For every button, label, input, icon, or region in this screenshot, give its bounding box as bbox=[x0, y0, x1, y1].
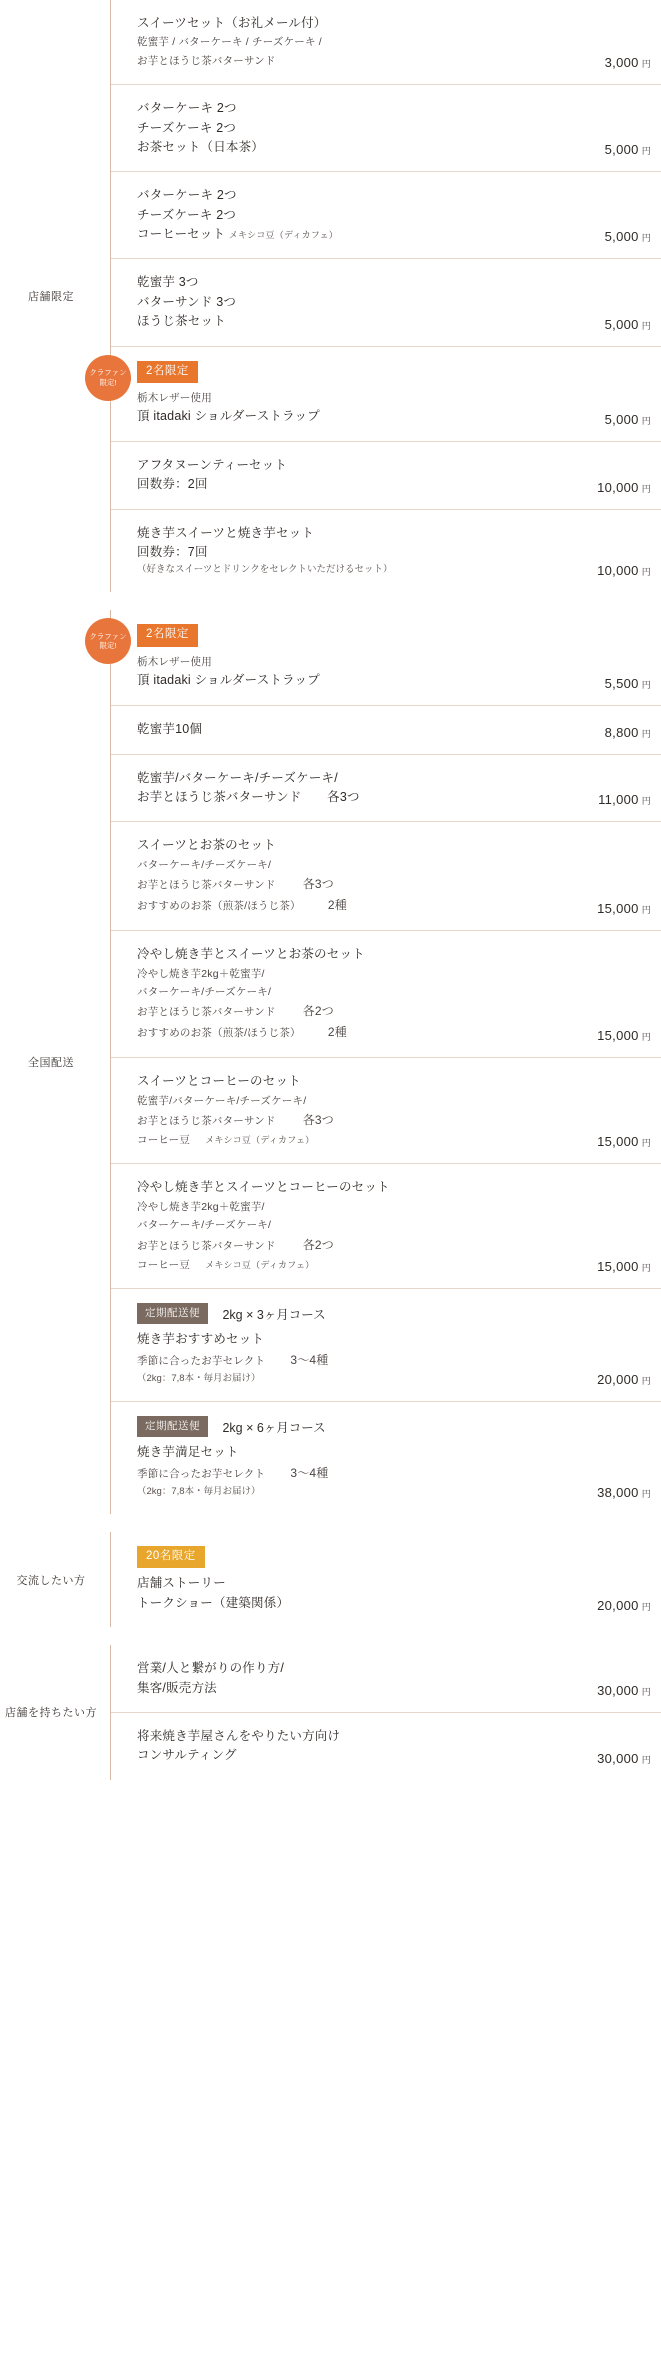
limit-badge: 2名限定 bbox=[137, 624, 198, 647]
reward-tea-qty: 2種 bbox=[327, 1025, 347, 1040]
reward-qty-line: 季節に合ったお芋セレクト 3〜4種 bbox=[137, 1352, 329, 1367]
reward-detail-line: 乾蜜芋 3つ bbox=[137, 275, 199, 290]
subscription-course: 2kg × 6ヶ月コース bbox=[222, 1420, 326, 1435]
reward-detail-line: バターケーキ/チーズケーキ/ bbox=[137, 1219, 272, 1232]
reward-detail-line: トークショー（建築関係） bbox=[137, 1595, 290, 1610]
reward-item[interactable] bbox=[89, 610, 661, 705]
reward-price: 5,500 円 bbox=[604, 675, 651, 691]
subscription-badge: 定期配送便 bbox=[137, 1303, 208, 1325]
subscription-course: 2kg × 3ヶ月コース bbox=[222, 1307, 326, 1322]
reward-title: 乾蜜芋/バターケーキ/チーズケーキ/ bbox=[137, 770, 338, 785]
category-label-exchange: 交流したい方 bbox=[16, 1574, 86, 1587]
category-label-own-store: 店舗を持ちたい方 bbox=[5, 1707, 97, 1720]
reward-detail-line: 栃木レザー使用 bbox=[137, 655, 212, 668]
reward-qty: 3〜4種 bbox=[290, 1465, 329, 1480]
group-store-only bbox=[0, 0, 661, 592]
group-own-store bbox=[0, 1645, 661, 1780]
reward-detail-line: バターケーキ 2つ bbox=[137, 188, 237, 203]
section-gap bbox=[0, 592, 661, 610]
reward-price: 30,000 円 bbox=[597, 1750, 651, 1766]
reward-detail-line: コンサルティング bbox=[137, 1748, 237, 1763]
category-label-nationwide: 全国配送 bbox=[28, 1057, 74, 1070]
reward-detail-line: チーズケーキ 2つ bbox=[137, 207, 237, 222]
reward-price: 5,000 円 bbox=[604, 411, 651, 427]
reward-title: 焼き芋おすすめセット bbox=[137, 1332, 265, 1347]
reward-qty: 各3つ bbox=[302, 1113, 334, 1128]
reward-coffee-line: コーヒー豆 メキシコ豆（ディカフェ） bbox=[137, 1258, 315, 1271]
reward-price: 3,000 円 bbox=[604, 55, 651, 71]
reward-price: 5,000 円 bbox=[604, 229, 651, 245]
reward-title: 冷やし焼き芋とスイーツとコーヒーのセット bbox=[137, 1180, 390, 1195]
reward-qty: 各2つ bbox=[302, 1004, 334, 1019]
reward-detail-line: 焼き芋スイーツと焼き芋セット bbox=[137, 525, 315, 540]
reward-detail-line: チーズケーキ 2つ bbox=[137, 120, 237, 135]
reward-item[interactable] bbox=[111, 931, 661, 1058]
reward-detail-line: バターサンド 3つ bbox=[137, 294, 237, 309]
reward-item[interactable] bbox=[89, 347, 661, 442]
section-gap bbox=[0, 1627, 661, 1645]
reward-price: 15,000 円 bbox=[597, 1258, 651, 1274]
reward-coffee-line: コーヒーセット メキシコ豆（ディカフェ） bbox=[137, 227, 338, 241]
reward-price: 15,000 円 bbox=[597, 1134, 651, 1150]
limit-badge: 2名限定 bbox=[137, 361, 198, 384]
nationwide-items bbox=[89, 610, 661, 1514]
reward-qty: 各2つ bbox=[302, 1237, 334, 1252]
reward-title: スイーツセット（お礼メール付） bbox=[137, 16, 327, 30]
reward-note: （2kg：7,8本・毎月お届け） bbox=[137, 1372, 261, 1384]
group-exchange bbox=[0, 1532, 661, 1627]
reward-price: 5,000 円 bbox=[604, 316, 651, 332]
reward-detail-line: バターケーキ 2つ bbox=[137, 101, 237, 116]
reward-item[interactable] bbox=[111, 0, 661, 85]
reward-item[interactable] bbox=[111, 442, 661, 510]
reward-detail-line: 店舗ストーリー bbox=[137, 1576, 226, 1591]
category-label-store-only: 店舗限定 bbox=[28, 291, 74, 304]
reward-price: 10,000 円 bbox=[597, 563, 651, 579]
reward-price: 30,000 円 bbox=[597, 1682, 651, 1698]
reward-detail-line: 将来焼き芋屋さんをやりたい方向け bbox=[137, 1728, 341, 1743]
reward-price: 20,000 円 bbox=[597, 1598, 651, 1614]
reward-price: 20,000 円 bbox=[597, 1371, 651, 1387]
reward-tea-qty: 2種 bbox=[327, 898, 347, 913]
reward-price: 15,000 円 bbox=[597, 901, 651, 917]
reward-qty: 3〜4種 bbox=[290, 1352, 329, 1367]
reward-detail-line: バターケーキ/チーズケーキ/ bbox=[137, 858, 272, 871]
reward-detail-line: 栃木レザー使用 bbox=[137, 392, 212, 404]
reward-item[interactable] bbox=[111, 1713, 661, 1780]
reward-item[interactable] bbox=[111, 510, 661, 593]
exchange-items bbox=[110, 1532, 661, 1627]
reward-title: 焼き芋満足セット bbox=[137, 1445, 239, 1460]
reward-title: スイーツとコーヒーのセット bbox=[137, 1074, 301, 1089]
reward-title: 乾蜜芋10個 bbox=[137, 721, 203, 736]
reward-qty-line: 季節に合ったお芋セレクト 3〜4種 bbox=[137, 1465, 329, 1480]
reward-detail-line: 冷やし焼き芋2kg＋乾蜜芋/ bbox=[137, 1200, 265, 1213]
reward-detail-line: 回数券：2回 bbox=[137, 477, 208, 492]
reward-item[interactable] bbox=[111, 172, 661, 259]
reward-item[interactable] bbox=[111, 85, 661, 172]
reward-title: スイーツとお茶のセット bbox=[137, 838, 276, 853]
reward-item[interactable] bbox=[111, 706, 661, 755]
reward-qty: 各3つ bbox=[327, 790, 360, 805]
reward-price: 15,000 円 bbox=[597, 1028, 651, 1044]
reward-title: 冷やし焼き芋とスイーツとお茶のセット bbox=[137, 947, 365, 962]
reward-qty-line: お芋とほうじ茶バターサンド 各3つ bbox=[137, 877, 334, 892]
coffee-bean-note: メキシコ豆（ディカフェ） bbox=[205, 1135, 315, 1146]
reward-item[interactable] bbox=[111, 259, 661, 346]
reward-qty-line: お芋とほうじ茶バターサンド 各2つ bbox=[137, 1004, 334, 1019]
reward-note: （好きなスイーツとドリンクをセレクトいただけるセット） bbox=[137, 564, 393, 576]
reward-item[interactable] bbox=[111, 1645, 661, 1713]
reward-qty-line: お芋とほうじ茶バターサンド 各2つ bbox=[137, 1237, 334, 1252]
reward-qty: 各3つ bbox=[302, 877, 334, 892]
subscription-badge: 定期配送便 bbox=[137, 1416, 208, 1438]
reward-qty-line: お芋とほうじ茶バターサンド 各3つ bbox=[137, 790, 360, 805]
reward-item[interactable] bbox=[111, 755, 661, 823]
reward-price: 10,000 円 bbox=[597, 479, 651, 495]
reward-tea-line: おすすめのお茶（煎茶/ほうじ茶） 2種 bbox=[137, 1025, 347, 1040]
reward-price: 11,000 円 bbox=[598, 792, 651, 808]
coffee-bean-note: メキシコ豆（ディカフェ） bbox=[228, 230, 338, 240]
reward-detail-line: 冷やし焼き芋2kg＋乾蜜芋/ bbox=[137, 967, 265, 980]
crowdfunding-limited-stamp-icon: クラファン 限定! bbox=[85, 618, 131, 664]
store-only-items bbox=[89, 0, 661, 592]
reward-item-subscription[interactable] bbox=[111, 1402, 661, 1514]
reward-coffee-line: コーヒー豆 メキシコ豆（ディカフェ） bbox=[137, 1134, 315, 1147]
reward-item-subscription[interactable] bbox=[111, 1289, 661, 1402]
reward-detail-line: 営業/人と繋がりの作り方/ bbox=[137, 1661, 285, 1676]
reward-detail-line: バターケーキ/チーズケーキ/ bbox=[137, 985, 272, 998]
reward-price: 5,000 円 bbox=[604, 142, 651, 158]
reward-qty-line: お芋とほうじ茶バターサンド 各3つ bbox=[137, 1113, 334, 1128]
reward-note: （2kg：7,8本・毎月お届け） bbox=[137, 1485, 261, 1497]
limit-badge: 20名限定 bbox=[137, 1546, 205, 1569]
reward-detail-line: アフタヌーンティーセット bbox=[137, 457, 288, 472]
crowdfunding-limited-stamp-icon: クラファン 限定! bbox=[85, 355, 131, 401]
subscription-header bbox=[137, 1303, 655, 1325]
coffee-bean-note: メキシコ豆（ディカフェ） bbox=[205, 1259, 315, 1270]
reward-detail-line: 乾蜜芋/バターケーキ/チーズケーキ/ bbox=[137, 1094, 307, 1107]
reward-item[interactable] bbox=[111, 822, 661, 931]
reward-item[interactable] bbox=[111, 1532, 661, 1627]
reward-price: 8,800 円 bbox=[604, 724, 651, 740]
reward-item[interactable] bbox=[111, 1058, 661, 1164]
reward-detail-line: お茶セット（日本茶） bbox=[137, 139, 265, 154]
reward-tea-line: おすすめのお茶（煎茶/ほうじ茶） 2種 bbox=[137, 898, 347, 913]
reward-title: 頂 itadaki ショルダーストラップ bbox=[137, 409, 320, 424]
reward-detail-line: 回数券：7回 bbox=[137, 544, 208, 559]
reward-detail-line: ほうじ茶セット bbox=[137, 314, 226, 329]
reward-detail-line: お芋とほうじ茶バターサンド bbox=[137, 54, 276, 67]
group-nationwide bbox=[0, 610, 661, 1514]
reward-price: 38,000 円 bbox=[597, 1484, 651, 1500]
reward-item[interactable] bbox=[111, 1164, 661, 1289]
section-gap bbox=[0, 1514, 661, 1532]
own-store-items bbox=[110, 1645, 661, 1780]
subscription-header bbox=[137, 1416, 655, 1438]
reward-detail-line: 集客/販売方法 bbox=[137, 1680, 217, 1695]
reward-title: 頂 itadaki ショルダーストラップ bbox=[137, 673, 320, 688]
reward-detail-line: 乾蜜芋 / バターケーキ / チーズケーキ / bbox=[137, 36, 322, 49]
